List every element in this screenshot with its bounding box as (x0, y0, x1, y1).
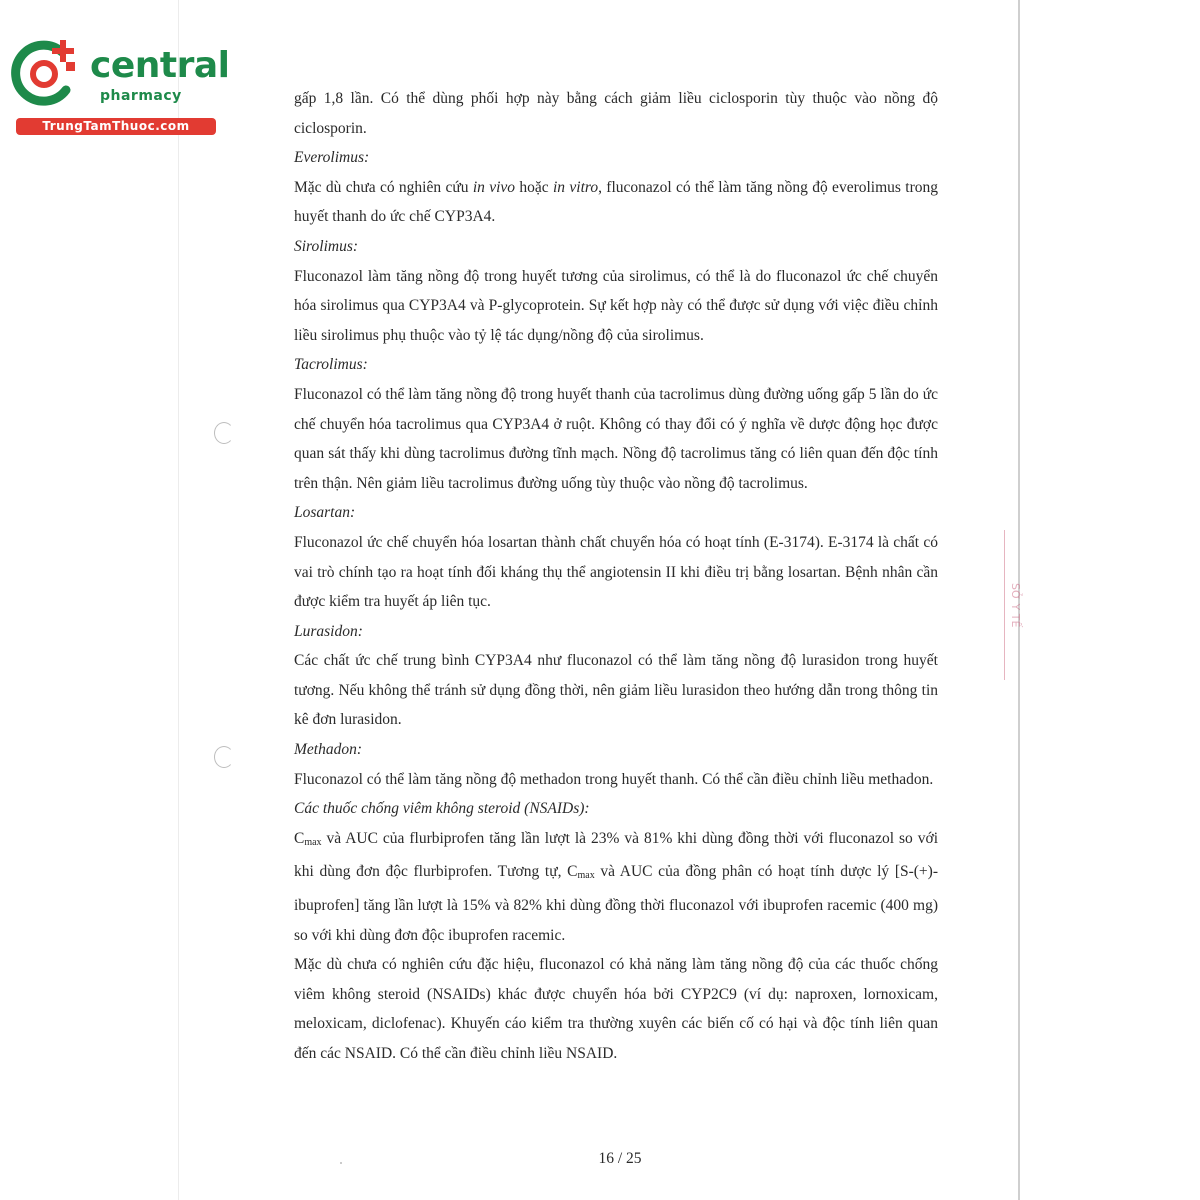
text-span: và AUC của flurbiprofen tăng lần lượt là 23% và 81% khi dùng đồng thời với fluconazol so với khi dùng đơn độc flurbiprofen. Tương tự, C (294, 829, 938, 881)
heading-lurasidon: Lurasidon: (294, 622, 363, 640)
text-span: Mặc dù chưa có nghiên cứu (294, 178, 473, 196)
paragraph-nsaids-2: Mặc dù chưa có nghiên cứu đặc hiệu, fluconazol có khả năng làm tăng nồng độ của các thuốc chống viêm không steroid (NSAIDs) khác được chuyển hóa bởi CYP2C9 (ví dụ: naproxen, lornoxicam, meloxicam, diclofenac). Khuyến cáo kiểm tra thường xuyên các biến cố có hại và độc tính liên quan đến các NSAID. Có thể cần điều chỉnh liều NSAID. (294, 956, 938, 1062)
central-pharmacy-logo-icon (10, 38, 82, 110)
text-span: hoặc (515, 178, 553, 196)
document-body (294, 84, 938, 1069)
paragraph-methadon: Fluconazol có thể làm tăng nồng độ methadon trong huyết thanh. Có thể cần điều chỉnh liều methadon. (294, 770, 934, 788)
punch-hole-lower (214, 746, 234, 768)
heading-nsaids: Các thuốc chống viêm không steroid (NSAIDs): (294, 800, 590, 818)
text-span: , fluconazol có thể làm tăng nồng độ everolimus trong huyết thanh do ức chế CYP3A4. (294, 178, 938, 226)
punch-hole-upper (214, 422, 234, 444)
text-span: và AUC của đồng phân có hoạt tính dược lý [S-(+)- ibuprofen] tăng lần lượt là 15% và 82% khi dùng đồng thời fluconazol với ibuprofen racemic (400 mg) so với khi dùng đơn độc ibuprofen racemic. (294, 863, 938, 944)
paragraph-nsaids-1 (294, 824, 938, 950)
paragraph-everolimus (294, 173, 938, 232)
paragraph-lurasidon: Các chất ức chế trung bình CYP3A4 như fluconazol có thể làm tăng nồng độ lurasidon trong huyết tương. Nếu không thể tránh sử dụng đồng thời, nên giảm liều lurasidon theo hướng dẫn trong thông tin kê đơn lurasidon. (294, 652, 938, 729)
heading-losartan: Losartan: (294, 504, 356, 522)
scan-edge-left (178, 0, 179, 1200)
heading-everolimus: Everolimus: (294, 149, 370, 167)
heading-methadon: Methadon: (294, 741, 363, 759)
faded-stamp (1004, 530, 1025, 680)
italic-in-vivo: in vivo (472, 178, 516, 196)
heading-tacrolimus: Tacrolimus: (294, 356, 368, 374)
logo-url-badge[interactable]: TrungTamThuoc.com (16, 118, 216, 135)
central-pharmacy-logo[interactable] (10, 38, 230, 138)
text-span: C (294, 829, 305, 847)
paragraph-losartan: Fluconazol ức chế chuyển hóa losartan thành chất chuyển hóa có hoạt tính (E-3174). E-3174 là chất có vai trò chính tạo ra hoạt tính đối kháng thụ thể angiotensin II khi điều trị bằng losartan. Bệnh nhân cần được kiểm tra huyết áp liên tục. (294, 533, 938, 611)
paragraph-sirolimus: Fluconazol làm tăng nồng độ trong huyết tương của sirolimus, có thể là do fluconazol ức chế chuyển hóa sirolimus qua CYP3A4 và P-glycoprotein. Sự kết hợp này có thể được sử dụng với việc điều chỉnh liều sirolimus phụ thuộc vào tỷ lệ tác dụng/nồng độ của sirolimus. (294, 267, 938, 344)
heading-sirolimus: Sirolimus: (294, 237, 359, 255)
italic-in-vitro: in vitro (552, 178, 599, 196)
intro-paragraph: gấp 1,8 lần. Có thể dùng phối hợp này bằng cách giảm liều ciclosporin tùy thuộc vào nồng độ ciclosporin. (294, 90, 938, 137)
stamp-text: SỞ Y TẾ (1009, 582, 1022, 628)
subscript-max: max (577, 870, 595, 882)
logo-sub-text: pharmacy (100, 88, 182, 104)
logo-brand-text: central (90, 45, 230, 86)
right-margin-strip (1020, 0, 1200, 1200)
page-number: 16 / 25 (598, 1150, 642, 1167)
paragraph-tacrolimus: Fluconazol có thể làm tăng nồng độ trong huyết thanh của tacrolimus dùng đường uống gấp 5 lần do ức chế chuyển hóa tacrolimus qua CYP3A4 ở ruột. Không có thay đổi có ý nghĩa về dược động học được quan sát thấy khi dùng tacrolimus đường tĩnh mạch. Nồng độ tacrolimus tăng có liên quan đến độc tính trên thận. Nên giảm liều tacrolimus đường uống tùy thuộc vào nồng độ tacrolimus. (294, 385, 938, 492)
subscript-max: max (304, 836, 322, 848)
